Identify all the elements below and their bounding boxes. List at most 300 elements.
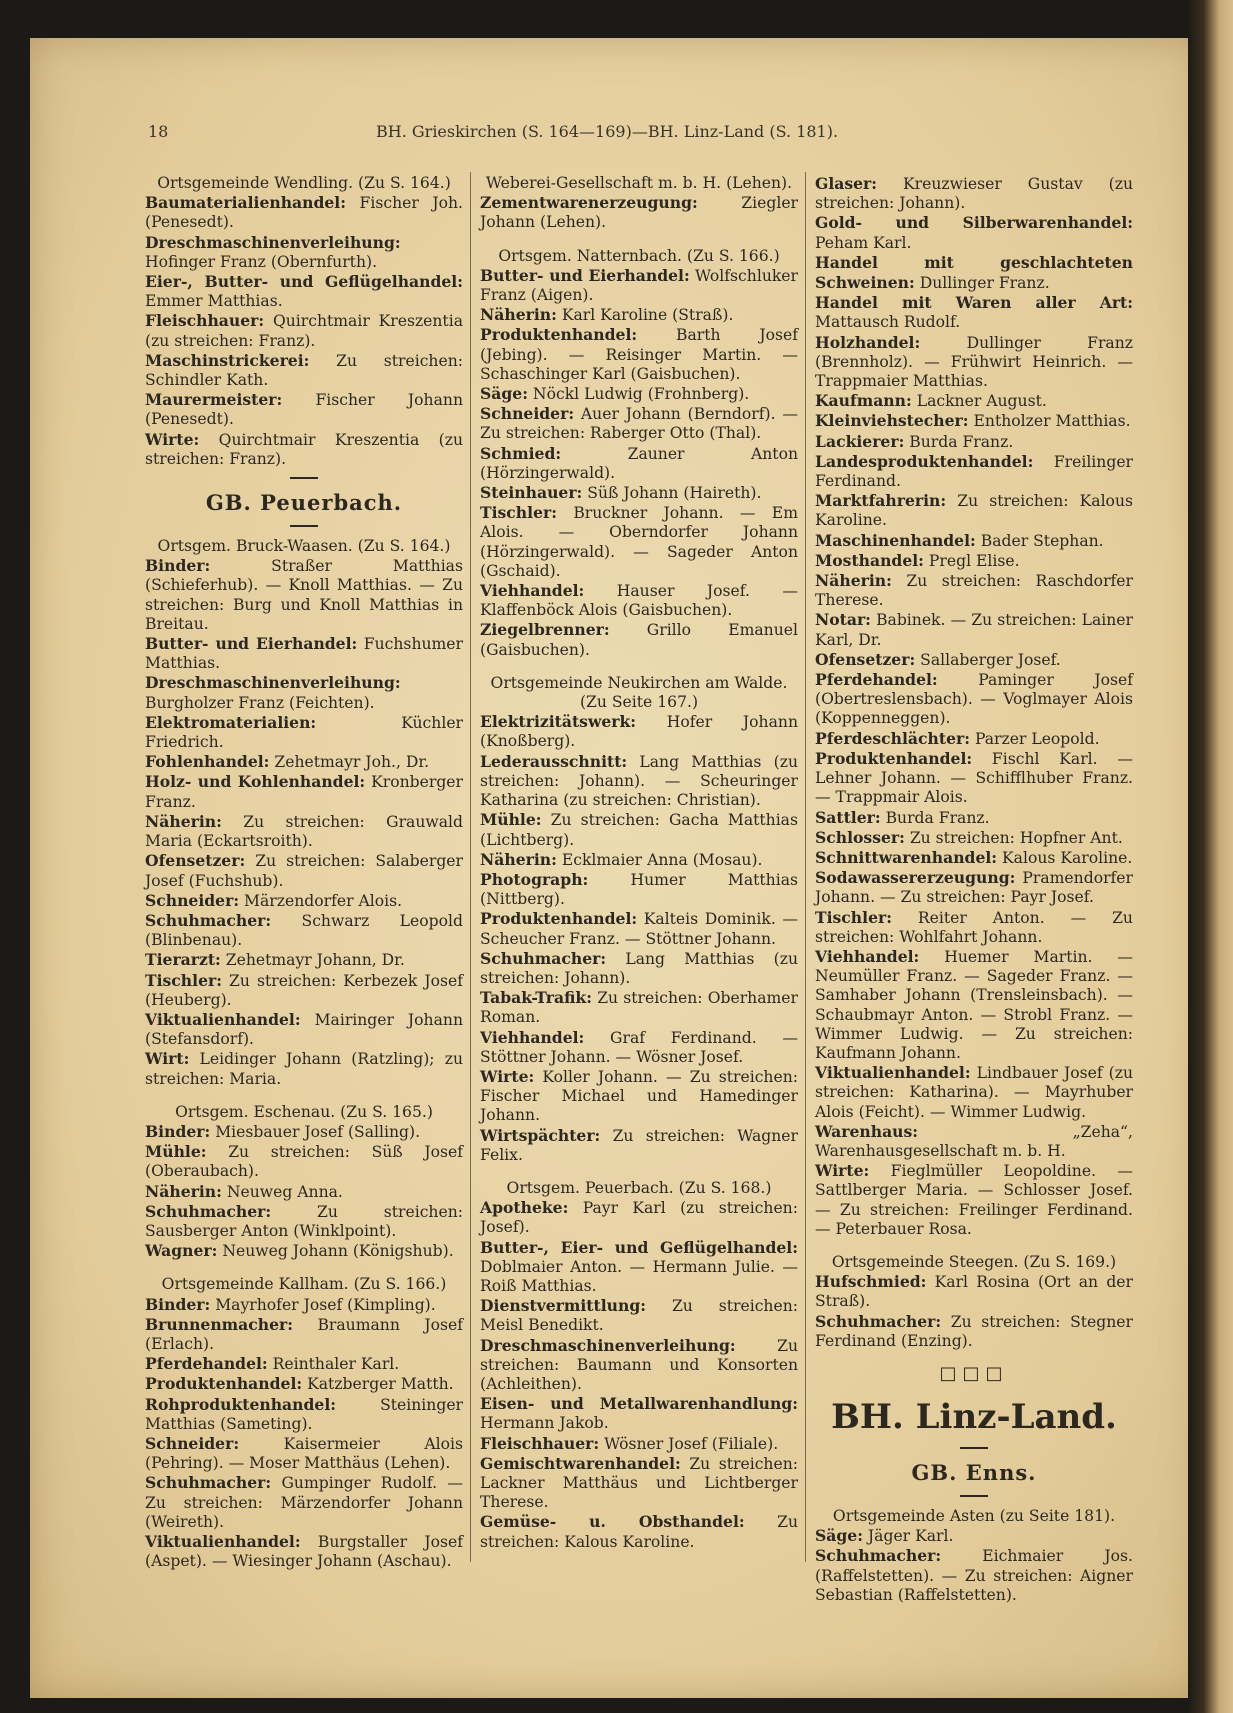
directory-entry [815,828,1133,848]
directory-entry [145,193,463,232]
entry-text: Wösner Josef (Filiale). [604,1434,779,1453]
trade-label: Baumaterialienhandel: [145,193,346,213]
entry-text: Fischer Johann (Penesedt). [145,391,463,429]
directory-entry [480,1198,798,1237]
trade-label: Brunnenmacher: [145,1314,293,1334]
trade-label: Viehhandel: [480,1027,585,1047]
trade-label: Schneider: [145,890,240,910]
trade-label: Photograph: [480,869,589,889]
locality-heading [145,537,463,556]
entry-text: Hermann Jakob. [480,1414,609,1433]
trade-label: Butter-, Eier- und Geflügelhandel: [480,1237,798,1257]
entry-text: Zehetmayr Joh., Dr. [274,753,430,772]
trade-label: Tischler: [815,907,892,927]
entry-text: Miesbauer Josef (Salling). [215,1122,421,1141]
directory-entry [145,1241,463,1261]
trade-label: Sattler: [815,807,881,827]
trade-label: Lackierer: [815,431,905,451]
locality-heading [815,1507,1133,1526]
trade-label: Ziegelbrenner: [480,620,610,640]
trade-label: Näherin: [480,305,557,325]
directory-entry [480,949,798,988]
locality-text: Ortsgemeinde Kallham. (Zu S. 166.) [161,1275,447,1294]
trade-label: Mosthandel: [815,550,924,570]
entry-text: Koller Johann. — Zu streichen: Fischer Michael und Hamedinger Johann. [480,1067,798,1125]
trade-label: Schuhmacher: [145,1473,272,1493]
trade-label: Näherin: [145,811,222,831]
trade-label: Kaufmann: [815,391,912,411]
column-divider [470,172,471,1562]
locality-text: Ortsgemeinde Neukirchen am Walde. (Zu Seite 167.) [490,673,788,712]
entry-text: Grillo Emanuel (Gaisbuchen). [480,621,798,659]
block-asten [815,1507,1133,1605]
column-1 [145,174,463,1571]
trade-label: Apotheke: [480,1198,569,1218]
trade-label: Butter- und Eierhandel: [480,265,690,285]
locality-text: Ortsgem. Bruck-Waasen. (Zu S. 164.) [157,537,451,556]
directory-entry [815,749,1133,808]
directory-entry [145,772,463,811]
directory-entry [480,1336,798,1395]
entry-text: Neuweg Johann (Königshub). [222,1242,454,1261]
entry-text: Schwarz Leopold (Blinbenau). [145,911,463,950]
directory-entry [815,729,1133,749]
trade-label: Fohlenhandel: [145,752,270,772]
entry-text: Lang Matthias (zu streichen: Johann). [480,949,798,987]
directory-entry [480,850,798,870]
locality-heading [480,247,798,266]
directory-entry [145,812,463,851]
entry-text: Sallaberger Josef. [920,650,1061,669]
directory-entry [480,1296,798,1335]
directory-entry [815,432,1133,452]
trade-label: Warenhaus: [815,1121,919,1141]
trade-label: Eier-, Butter- und Geflügelhandel: [145,272,463,292]
directory-entry [480,870,798,909]
block-bruck-waasen [145,537,463,1089]
directory-entry [145,673,463,712]
trade-label: Kleinviehstecher: [815,411,969,431]
entry-text: Reinthaler Karl. [272,1355,400,1374]
separator-rule [290,525,318,527]
entry-text: Zu streichen: Stegner Ferdinand (Enzing). [815,1312,1133,1350]
entry-text: Süß Johann (Haireth). [587,484,762,503]
entry-text: Quirchtmair Kreszentia (zu streichen: Franz). [145,430,463,468]
directory-entry [815,1272,1133,1311]
column-divider [805,172,806,1562]
trade-label: Fleischhauer: [480,1433,600,1453]
entry-text: Zu streichen: Süß Josef (Oberaubach). [145,1143,463,1181]
entry-text: Parzer Leopold. [974,729,1100,748]
directory-entry [480,503,798,581]
entry-text: Zu streichen: Salaberger Josef (Fuchshub). [145,852,463,890]
directory-entry [480,620,798,659]
entry-text: Neuweg Anna. [226,1182,343,1201]
trade-label: Elektrizitätswerk: [480,712,637,732]
trade-label: Ofensetzer: [815,649,916,669]
directory-entry [145,634,463,673]
entry-text: Babinek. — Zu streichen: Lainer Karl, Dr. [815,611,1133,649]
trade-label: Handel mit geschlachteten Schweinen: [815,252,1133,293]
trade-label: Rohproduktenhandel: [145,1394,337,1414]
entry-text: Kaisermeier Alois (Pehring). — Moser Matthäus (Lehen). [145,1434,463,1473]
entry-text: Zu streichen: Lackner Matthäus und Lichtberger Therese. [480,1454,798,1512]
locality-heading [815,1253,1133,1272]
block-steegen [815,1253,1133,1351]
trade-label: Schuhmacher: [815,1546,942,1566]
trade-label: Butter- und Eierhandel: [145,634,358,654]
block-peuerbach [480,1179,798,1552]
trade-label: Näherin: [145,1181,222,1201]
trade-label: Produktenhandel: [480,909,638,929]
entry-text: Karl Karoline (Straß). [561,306,734,325]
entry-text: Kalteis Dominik. — Scheucher Franz. — Stöttner Johann. [480,910,798,948]
trade-label: Gold- und Silberwarenhandel: [815,213,1133,233]
block-wendling [145,174,463,469]
trade-label: Viehhandel: [815,946,920,966]
entry-text: Eichmaier Jos. (Raffelstetten). — Zu streichen: Aigner Sebastian (Raffelstetten). [815,1547,1133,1604]
directory-entry [145,1395,463,1434]
header-title: BH. Grieskirchen (S. 164—169)—BH. Linz-Land (S. 181). [376,122,839,141]
entry-text: Payr Karl (zu streichen: Josef). [480,1199,798,1237]
trade-label: Säge: [815,1526,863,1546]
trade-label: Wirtspächter: [480,1125,601,1145]
directory-entry [815,1063,1133,1122]
directory-entry [815,947,1133,1063]
trade-label: Tierarzt: [145,950,221,970]
entry-text: Entholzer Matthias. [973,412,1131,431]
trade-label: Steinhauer: [480,483,583,503]
entry-text: Straßer Matthias (Schieferhub). — Knoll Matthias. — Zu streichen: Burg und Knoll Matthias in Breitau. [145,557,463,633]
directory-entry [480,1394,798,1433]
locality-heading [480,174,798,193]
locality-text: Ortsgemeinde Asten (zu Seite 181). [832,1506,1116,1525]
directory-entry [145,891,463,911]
directory-entry [815,808,1133,828]
entry-text: Ecklmaier Anna (Mosau). [561,850,763,869]
directory-entry [480,1126,798,1165]
entry-text: Hofer Johann (Knoßberg). [480,713,798,751]
ornament-boxes: □□□ [939,1362,1009,1384]
trade-label: Wirt: [145,1049,190,1069]
directory-entry [480,483,798,503]
directory-entry [145,556,463,634]
trade-label: Produktenhandel: [480,325,638,345]
directory-entry [480,752,798,811]
trade-label: Säge: [480,384,528,404]
block-peuerbach-cont [815,174,1133,1239]
directory-entry [815,868,1133,907]
entry-text: Fuchshumer Matthias. [145,635,463,673]
trade-label: Holz- und Kohlenhandel: [145,772,366,792]
trade-label: Schneider: [145,1433,240,1453]
trade-label: Tischler: [480,503,557,523]
entry-text: Katzberger Matth. [307,1375,454,1394]
directory-entry [815,571,1133,610]
entry-text: Emmer Matthias. [145,292,283,311]
entry-text: Nöckl Ludwig (Frohnberg). [532,385,750,404]
trade-label: Mühle: [145,1142,207,1162]
trade-label: Mühle: [480,810,542,830]
entry-text: Dullinger Franz. [919,274,1050,293]
trade-label: Maurermeister: [145,390,283,410]
entry-text: Quirchtmair Kreszentia (zu streichen: Franz). [145,312,463,350]
entry-text: Bruckner Johann. — Em Alois. — Oberndorfer Johann (Hörzingerwald). — Sageder Anton (Gschaid). [480,504,798,580]
trade-label: Viktualienhandel: [145,1532,301,1551]
entry-text: Kreuzwieser Gustav (zu streichen: Johann). [815,175,1133,213]
directory-entry [145,390,463,429]
trade-label: Binder: [145,556,211,576]
directory-entry [815,551,1133,571]
entry-text: Wolfschluker Franz (Aigen). [480,266,798,305]
entry-text: Fieglmüller Leopoldine. — Sattlberger Maria. — Schlosser Josef. — Zu streichen: Freilinger Ferdinand. — Peterbauer Rosa. [815,1162,1133,1238]
separator-rule [290,477,318,479]
entry-text: Ziegler Johann (Lehen). [480,194,798,232]
entry-text: Zu streichen: Oberhamer Roman. [480,989,798,1027]
directory-entry [145,1142,463,1181]
entry-text: Lackner August. [916,392,1047,411]
locality-text: Ortsgemeinde Wendling. (Zu S. 164.) [157,174,451,192]
entry-text: Reiter Anton. — Zu streichen: Wohlfahrt Johann. [815,908,1133,946]
locality-heading [480,1179,798,1198]
directory-entry [145,1354,463,1374]
directory-entry [480,1028,798,1067]
entry-text: Braumann Josef (Erlach). [145,1315,463,1353]
directory-entry [480,810,798,849]
entry-text: Burda Franz. [909,432,1014,451]
trade-label: Holzhandel: [815,332,921,352]
trade-label: Viehhandel: [480,581,585,601]
entry-text: Burgholzer Franz (Feichten). [145,693,375,712]
trade-label: Näherin: [480,849,557,869]
directory-entry [480,384,798,404]
directory-entry [815,670,1133,729]
entry-text: Zu streichen: Hopfner Ant. [909,828,1123,847]
entry-text: Zu streichen: Kerbezek Josef (Heuberg). [145,971,463,1009]
trade-label: Wagner: [145,1241,218,1261]
trade-label: Maschinstrickerei: [145,350,310,370]
trade-label: Ofensetzer: [145,851,246,871]
entry-text: Zu streichen: Sausberger Anton (Winklpoint). [145,1202,463,1240]
directory-entry [815,848,1133,868]
locality-text: Ortsgem. Peuerbach. (Zu S. 168.) [506,1178,772,1197]
trade-label: Wirte: [815,1161,870,1181]
entry-text: Bader Stephan. [980,531,1104,550]
entry-text: Hauser Josef. — Klaffenböck Alois (Gaisbuchen). [480,582,798,620]
directory-entry [815,253,1133,293]
directory-entry [480,1454,798,1513]
section-title-peuerbach: GB. Peuerbach. [205,490,403,516]
entry-text: Huemer Martin. — Neumüller Franz. — Sageder Franz. — Samhaber Johann (Trensleinsbach). — Schaubmayr Anton. — Strobl Franz. — Wimmer Ludwig. — Zu streichen: Kaufmann Johann. [815,947,1133,1062]
directory-entry [145,1049,463,1088]
block-weberei [480,174,798,233]
block-neukirchen [480,674,798,1165]
district-title-linz-land: BH. Linz-Land. [831,1396,1117,1437]
directory-entry [480,712,798,751]
entry-text: Zu streichen: Wagner Felix. [480,1126,798,1164]
trade-label: Gemischtwarenhandel: [480,1453,681,1473]
block-eschenau [145,1103,463,1262]
directory-entry [145,851,463,890]
directory-entry [145,1315,463,1354]
directory-entry [815,1312,1133,1351]
directory-entry [480,988,798,1027]
trade-label: Schuhmacher: [145,1201,272,1221]
entry-text: Zu streichen: Kalous Karoline. [480,1513,798,1551]
trade-label: Pferdeschlächter: [815,728,970,748]
trade-label: Viktualienhandel: [145,1009,301,1029]
locality-text: Ortsgemeinde Steegen. (Zu S. 169.) [831,1252,1117,1271]
entry-text: „Zeha“, Warenhausgesellschaft m. b. H. [815,1122,1133,1160]
entry-text: Fischl Karl. — Lehner Johann. — Schifflhuber Franz. — Trappmair Alois. [815,749,1133,807]
locality-text: Ortsgem. Natternbach. (Zu S. 166.) [498,246,780,265]
directory-entry [145,1010,463,1049]
directory-entry [815,213,1133,252]
entry-text: Fischer Joh. (Penesedt). [145,194,463,232]
entry-text: Zu streichen: Schindler Kath. [145,351,463,390]
trade-label: Hufschmied: [815,1272,927,1292]
entry-text: Zu streichen: Gacha Matthias (Lichtberg). [480,811,798,849]
section-title-enns: GB. Enns. [911,1459,1037,1485]
trade-label: Binder: [145,1121,211,1141]
directory-entry [480,325,798,384]
directory-entry [815,1122,1133,1161]
page-number: 18 [148,122,169,141]
trade-label: Gemüse- u. Obsthandel: [480,1512,745,1532]
trade-label: Binder: [145,1294,211,1314]
entry-text: Zu streichen: Meisl Benedikt. [480,1297,798,1335]
trade-label: Tischler: [145,970,222,990]
trade-label: Dienstvermittlung: [480,1296,646,1316]
entry-text: Lindbauer Josef (zu streichen: Katharina). — Mayrhuber Alois (Feicht). — Wimmer Ludwig. [815,1064,1133,1121]
trade-label: Wirte: [145,429,200,449]
entry-text: Kalous Karoline. [1002,848,1133,867]
trade-label: Elektromaterialien: [145,712,317,732]
entry-text: Zu streichen: Kalous Karoline. [815,492,1133,530]
directory-entry [815,531,1133,551]
locality-text: Weberei-Gesellschaft m. b. H. (Lehen). [485,174,793,192]
directory-entry [145,430,463,469]
entry-text: Peham Karl. [815,233,912,252]
directory-entry [145,1182,463,1202]
entry-text: Kronberger Franz. [145,773,463,811]
locality-heading [145,1103,463,1122]
page-edge [1188,0,1233,1713]
column-3 [815,174,1133,1605]
entry-text: Küchler Friedrich. [145,713,463,752]
running-header [148,122,1098,148]
entry-text: Zu streichen: Raschdorfer Therese. [815,572,1133,610]
entry-text: Humer Matthias (Nittberg). [480,870,798,909]
trade-label: Dreschmaschinenverleihung: [145,232,401,252]
entry-text: Mairinger Johann (Stefansdorf). [145,1010,463,1049]
trade-label: Pferdehandel: [815,670,938,690]
separator-rule [960,1447,988,1449]
trade-label: Dreschmaschinenverleihung: [480,1335,736,1355]
directory-entry [815,293,1133,332]
directory-entry [480,1434,798,1454]
directory-entry [145,1202,463,1241]
directory-entry [480,404,798,443]
trade-label: Schneider: [480,404,575,424]
directory-entry [145,272,463,311]
entry-text: Freilinger Ferdinand. [815,452,1133,491]
entry-text: Zu streichen: Grauwald Maria (Eckartsroith). [145,812,463,851]
trade-label: Tabak-Trafik: [480,988,592,1008]
trade-label: Notar: [815,610,871,630]
directory-entry [145,752,463,772]
entry-text: Mattausch Rudolf. [815,313,961,332]
trade-label: Dreschmaschinenverleihung: [145,673,401,693]
trade-label: Näherin: [815,571,892,591]
block-kallham [145,1275,463,1571]
trade-label: Schlosser: [815,827,905,847]
directory-entry [480,444,798,483]
directory-entry [815,411,1133,431]
directory-entry [145,233,463,272]
directory-entry [815,333,1133,392]
directory-entry [145,971,463,1010]
trade-label: Fleischhauer: [145,311,265,331]
entry-text: Dullinger Franz (Brennholz). — Frühwirt Heinrich. — Trappmaier Matthias. [815,333,1133,391]
directory-entry [815,491,1133,530]
directory-entry [480,266,798,305]
directory-entry [480,909,798,948]
entry-text: Doblmaier Anton. — Hermann Julie. — Roiß Matthias. [480,1257,798,1295]
directory-entry [145,1473,463,1532]
entry-text: Hofinger Franz (Obernfurth). [145,252,378,271]
trade-label: Handel mit Waren aller Art: [815,293,1133,313]
directory-entry [145,351,463,390]
locality-heading [145,1275,463,1294]
trade-label: Schnittwarenhandel: [815,847,998,867]
trade-label: Viktualienhandel: [815,1063,971,1083]
entry-text: Mayrhofer Josef (Kimpling). [215,1295,436,1314]
entry-text: Märzendorfer Alois. [244,891,403,910]
directory-entry [815,452,1133,491]
trade-label: Sodawassererzeugung: [815,868,1016,888]
trade-label: Schuhmacher: [145,910,272,930]
entry-text: Zu streichen: Baumann und Konsorten (Achleithen). [480,1336,798,1393]
directory-entry [480,1238,798,1297]
column-2 [480,174,798,1552]
directory-entry [815,1546,1133,1605]
entry-text: Pramendorfer Johann. — Zu streichen: Payr Josef. [815,869,1133,907]
directory-entry [480,1067,798,1126]
directory-entry [145,1295,463,1315]
directory-entry [480,193,798,232]
locality-heading [145,174,463,193]
directory-entry [145,911,463,950]
directory-entry [815,650,1133,670]
directory-entry [145,713,463,752]
entry-text: Burda Franz. [885,808,990,827]
entry-text: Zehetmayr Johann, Dr. [225,951,405,970]
trade-label: Glaser: [815,174,878,193]
entry-text: Steininger Matthias (Sameting). [145,1395,463,1433]
entry-text: Jäger Karl. [867,1527,954,1546]
entry-text: Graf Ferdinand. — Stöttner Johann. — Wösner Josef. [480,1028,798,1066]
directory-entry [145,311,463,350]
trade-label: Pferdehandel: [145,1354,268,1374]
directory-entry [480,581,798,620]
trade-label: Produktenhandel: [815,748,973,768]
trade-label: Landesproduktenhandel: [815,451,1034,471]
entry-text: Lang Matthias (zu streichen: Johann). — Scheuringer Katharina (zu streichen: Christian). [480,752,798,810]
directory-entry [815,908,1133,947]
entry-text: Leidinger Johann (Ratzling); zu streichen: Maria. [145,1050,463,1088]
trade-label: Schmied: [480,443,562,463]
